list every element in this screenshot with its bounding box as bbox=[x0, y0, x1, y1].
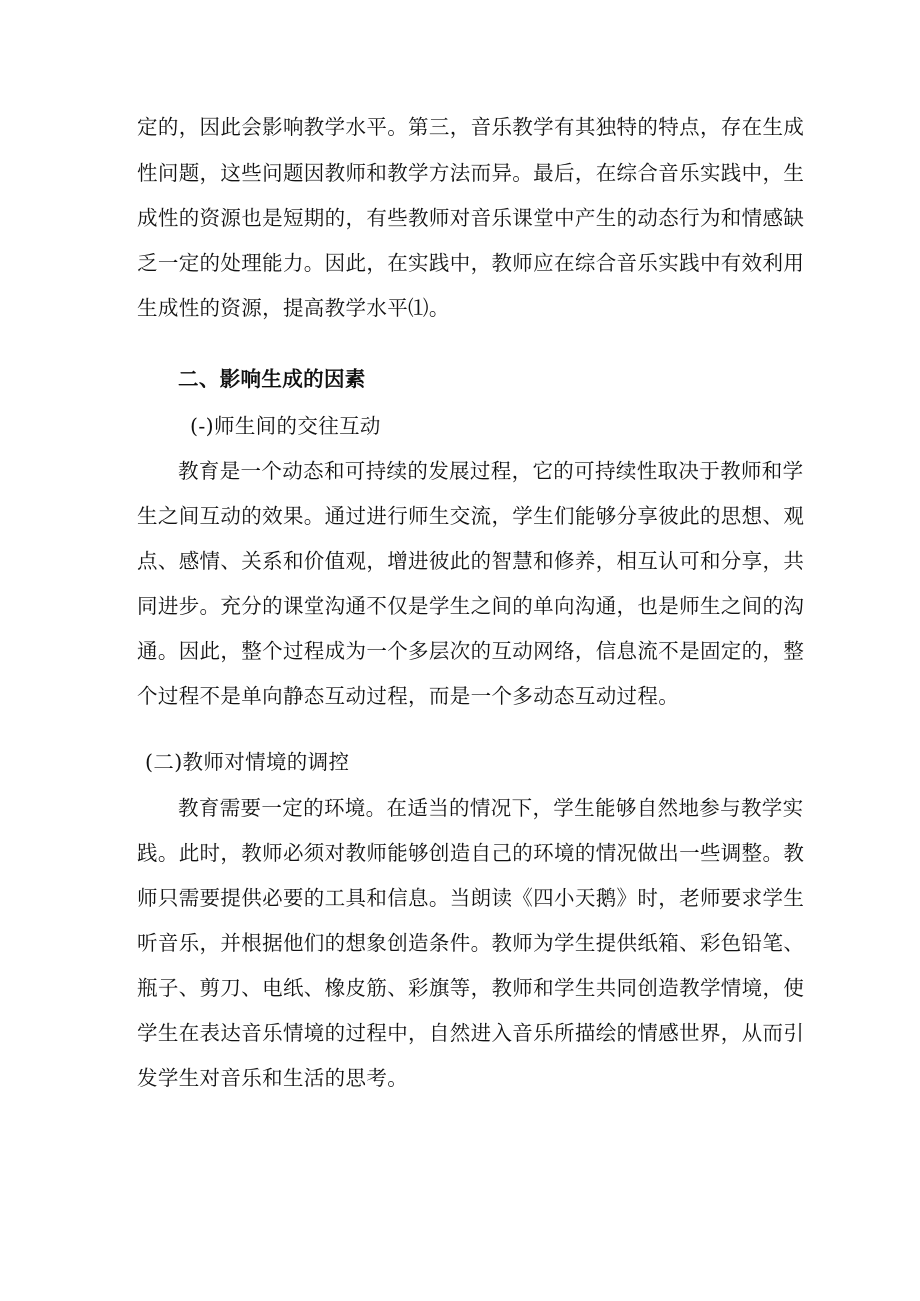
paragraph-line: 生成性的资源，提高教学水平⑴。 bbox=[137, 296, 450, 320]
subsection-heading-1: (-)师生间的交往互动 bbox=[190, 414, 381, 438]
paragraph-line: 性问题，这些问题因教师和教学方法而异。最后，在综合音乐实践中，生 bbox=[137, 161, 805, 185]
paragraph-line: 成性的资源也是短期的，有些教师对音乐课堂中产生的动态行为和情感缺 bbox=[137, 206, 805, 230]
paragraph-line: 定的，因此会影响教学水平。第三，音乐教学有其独特的特点，存在生成 bbox=[137, 115, 805, 139]
paragraph-line: 师只需要提供必要的工具和信息。当朗读《四小天鹅》时，老师要求学生 bbox=[137, 886, 805, 910]
subsection-heading-2: (二)教师对情境的调控 bbox=[145, 750, 350, 774]
paragraph-line: 乏一定的处理能力。因此，在实践中，教师应在综合音乐实践中有效利用 bbox=[137, 251, 805, 275]
paragraph-line: 践。此时，教师必须对教师能够创造自己的环境的情况做出一些调整。教 bbox=[137, 841, 805, 865]
paragraph-line: 生之间互动的效果。通过进行师生交流，学生们能够分享彼此的思想、观 bbox=[137, 504, 805, 528]
section-heading: 二、影响生成的因素 bbox=[178, 367, 366, 391]
paragraph-line: 个过程不是单向静态互动过程，而是一个多动态互动过程。 bbox=[137, 684, 680, 708]
paragraph-line: 教育需要一定的环境。在适当的情况下，学生能够自然地参与教学实 bbox=[178, 796, 804, 820]
paragraph-line: 学生在表达音乐情境的过程中，自然进入音乐所描绘的情感世界，从而引 bbox=[137, 1021, 805, 1045]
paragraph-line: 同进步。充分的课堂沟通不仅是学生之间的单向沟通，也是师生之间的沟 bbox=[137, 594, 805, 618]
paragraph-line: 瓶子、剪刀、电纸、橡皮筋、彩旗等，教师和学生共同创造教学情境，使 bbox=[137, 976, 805, 1000]
paragraph-line: 点、感情、关系和价值观，增进彼此的智慧和修养，相互认可和分享，共 bbox=[137, 549, 805, 573]
paragraph-line: 教育是一个动态和可持续的发展过程，它的可持续性取决于教师和学 bbox=[178, 459, 804, 483]
paragraph-line: 通。因此，整个过程成为一个多层次的互动网络，信息流不是固定的，整 bbox=[137, 639, 805, 663]
paragraph-line: 听音乐，并根据他们的想象创造条件。教师为学生提供纸箱、彩色铅笔、 bbox=[137, 931, 805, 955]
paragraph-line: 发学生对音乐和生活的思考。 bbox=[137, 1066, 409, 1090]
